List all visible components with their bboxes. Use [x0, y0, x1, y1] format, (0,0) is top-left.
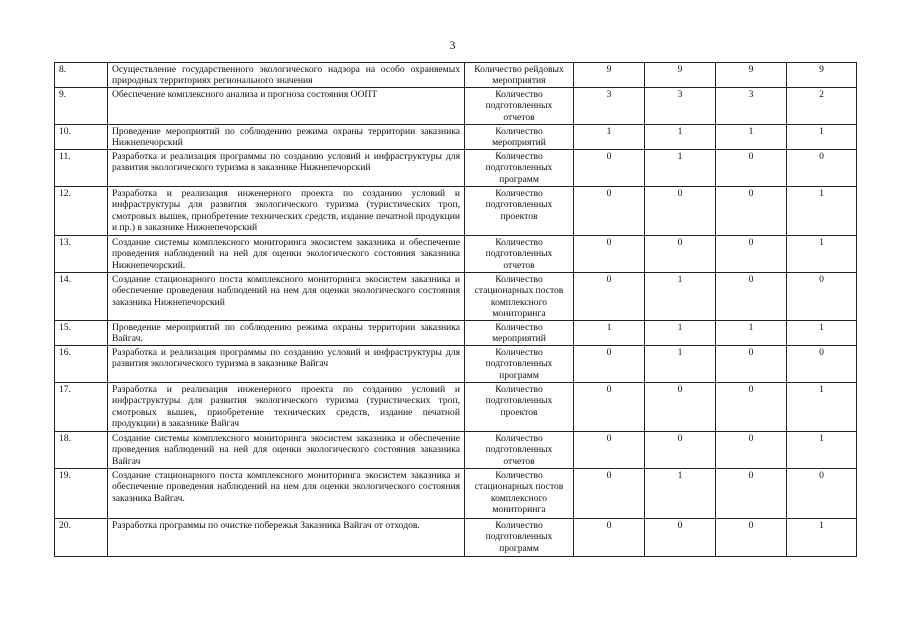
measure-description: Разработка и реализация программы по созданию условий и инфраструктуры для развития экологического туризма в заказнике Нижнепечорский [108, 149, 465, 186]
measure-description: Разработка и реализация инженерного проекта по созданию условий и инфраструктуры для развития экологического туризма (туристических троп, смотровых вышек, приобретение технических средств, издание печатной продукции и пр.) в заказнике Нижнепечорский [108, 186, 465, 235]
value-year-1: 0 [574, 149, 645, 186]
value-year-3: 1 [716, 124, 787, 149]
measure-description: Проведение мероприятий по соблюдению режима охраны территории заказника Нижнепечорский [108, 124, 465, 149]
table-row [55, 272, 857, 320]
table-row [55, 235, 857, 272]
value-year-4: 1 [787, 235, 857, 272]
value-year-4: 0 [787, 272, 857, 320]
value-year-4: 1 [787, 382, 857, 431]
value-year-4: 0 [787, 345, 857, 382]
indicator-name: Количество рейдовых мероприятия [465, 63, 574, 88]
indicator-name: Количество стационарных постов комплексного мониторинга [465, 272, 574, 320]
table-body [55, 63, 857, 557]
measure-description: Осуществление государственного экологического надзора на особо охраняемых природных территориях регионального значения [108, 63, 465, 88]
value-year-1: 0 [574, 186, 645, 235]
value-year-3: 0 [716, 431, 787, 468]
table-row [55, 149, 857, 186]
value-year-2: 1 [645, 272, 716, 320]
measures-table [54, 62, 857, 557]
row-number: 16. [55, 345, 108, 382]
indicator-name: Количество подготовленных проектов [465, 382, 574, 431]
row-number: 19. [55, 468, 108, 518]
value-year-4: 1 [787, 431, 857, 468]
value-year-3: 0 [716, 235, 787, 272]
value-year-4: 9 [787, 63, 857, 88]
value-year-4: 1 [787, 124, 857, 149]
value-year-3: 0 [716, 272, 787, 320]
value-year-2: 0 [645, 382, 716, 431]
page-number: 3 [449, 38, 456, 52]
value-year-3: 0 [716, 382, 787, 431]
value-year-1: 0 [574, 382, 645, 431]
indicator-name: Количество мероприятий [465, 320, 574, 345]
indicator-name: Количество подготовленных проектов [465, 186, 574, 235]
table-row [55, 124, 857, 149]
row-number: 14. [55, 272, 108, 320]
row-number: 15. [55, 320, 108, 345]
value-year-2: 1 [645, 468, 716, 518]
row-number: 9. [55, 87, 108, 124]
measure-description: Обеспечение комплексного анализа и прогноза состояния ООПТ [108, 87, 465, 124]
value-year-1: 9 [574, 63, 645, 88]
measure-description: Разработка программы по очистке побережья Заказника Вайгач от отходов. [108, 518, 465, 556]
value-year-3: 0 [716, 518, 787, 556]
value-year-1: 0 [574, 345, 645, 382]
value-year-3: 3 [716, 87, 787, 124]
value-year-3: 0 [716, 186, 787, 235]
indicator-name: Количество подготовленных программ [465, 345, 574, 382]
value-year-4: 1 [787, 320, 857, 345]
value-year-2: 1 [645, 124, 716, 149]
table-row [55, 518, 857, 556]
value-year-1: 1 [574, 124, 645, 149]
indicator-name: Количество подготовленных отчетов [465, 431, 574, 468]
measure-description: Создание стационарного поста комплексного мониторинга экосистем заказника и обеспечение проведения наблюдений на нем для оценки экологического состояния заказника Нижнепечорский [108, 272, 465, 320]
measure-description: Создание системы комплексного мониторинга экосистем заказника и обеспечение проведения наблюдений на ней для оценки экологического состояния заказника Нижнепечорский. [108, 235, 465, 272]
table-row [55, 186, 857, 235]
value-year-1: 0 [574, 272, 645, 320]
value-year-1: 0 [574, 235, 645, 272]
indicator-name: Количество мероприятий [465, 124, 574, 149]
table-row [55, 431, 857, 468]
row-number: 11. [55, 149, 108, 186]
row-number: 17. [55, 382, 108, 431]
row-number: 20. [55, 518, 108, 556]
measure-description: Создание стационарного поста комплексного мониторинга экосистем заказника и обеспечение проведения наблюдений на нем для оценки экологического состояния заказника Вайгач. [108, 468, 465, 518]
table-row [55, 320, 857, 345]
value-year-1: 0 [574, 468, 645, 518]
value-year-2: 0 [645, 431, 716, 468]
row-number: 8. [55, 63, 108, 88]
value-year-3: 0 [716, 149, 787, 186]
value-year-4: 0 [787, 149, 857, 186]
row-number: 18. [55, 431, 108, 468]
value-year-2: 0 [645, 235, 716, 272]
value-year-3: 9 [716, 63, 787, 88]
value-year-1: 0 [574, 518, 645, 556]
table-row [55, 345, 857, 382]
value-year-2: 3 [645, 87, 716, 124]
table-row [55, 468, 857, 518]
value-year-3: 0 [716, 345, 787, 382]
indicator-name: Количество подготовленных отчетов [465, 87, 574, 124]
value-year-2: 0 [645, 186, 716, 235]
row-number: 12. [55, 186, 108, 235]
indicator-name: Количество стационарных постов комплексного мониторинга [465, 468, 574, 518]
measure-description: Разработка и реализация программы по созданию условий и инфраструктуры для развития экологического туризма в заказнике Вайгач [108, 345, 465, 382]
row-number: 10. [55, 124, 108, 149]
row-number: 13. [55, 235, 108, 272]
measure-description: Разработка и реализация инженерного проекта по созданию условий и инфраструктуры для развития экологического туризма (туристических троп, смотровых вышек, приобретение технических средств, издание печатной продукции) в заказнике Вайгач [108, 382, 465, 431]
indicator-name: Количество подготовленных программ [465, 518, 574, 556]
value-year-4: 1 [787, 186, 857, 235]
value-year-3: 1 [716, 320, 787, 345]
value-year-1: 0 [574, 431, 645, 468]
value-year-4: 0 [787, 468, 857, 518]
value-year-1: 1 [574, 320, 645, 345]
value-year-3: 0 [716, 468, 787, 518]
measure-description: Проведение мероприятий по соблюдению режима охраны территории заказника Вайгач. [108, 320, 465, 345]
value-year-4: 1 [787, 518, 857, 556]
table-row [55, 87, 857, 124]
value-year-4: 2 [787, 87, 857, 124]
value-year-2: 1 [645, 149, 716, 186]
table-row [55, 63, 857, 88]
indicator-name: Количество подготовленных программ [465, 149, 574, 186]
table-row [55, 382, 857, 431]
value-year-1: 3 [574, 87, 645, 124]
value-year-2: 9 [645, 63, 716, 88]
indicator-name: Количество подготовленных отчетов [465, 235, 574, 272]
measure-description: Создание системы комплексного мониторинга экосистем заказника и обеспечение проведения наблюдений на ней для оценки экологического состояния заказника Вайгач [108, 431, 465, 468]
value-year-2: 1 [645, 320, 716, 345]
value-year-2: 1 [645, 345, 716, 382]
value-year-2: 0 [645, 518, 716, 556]
